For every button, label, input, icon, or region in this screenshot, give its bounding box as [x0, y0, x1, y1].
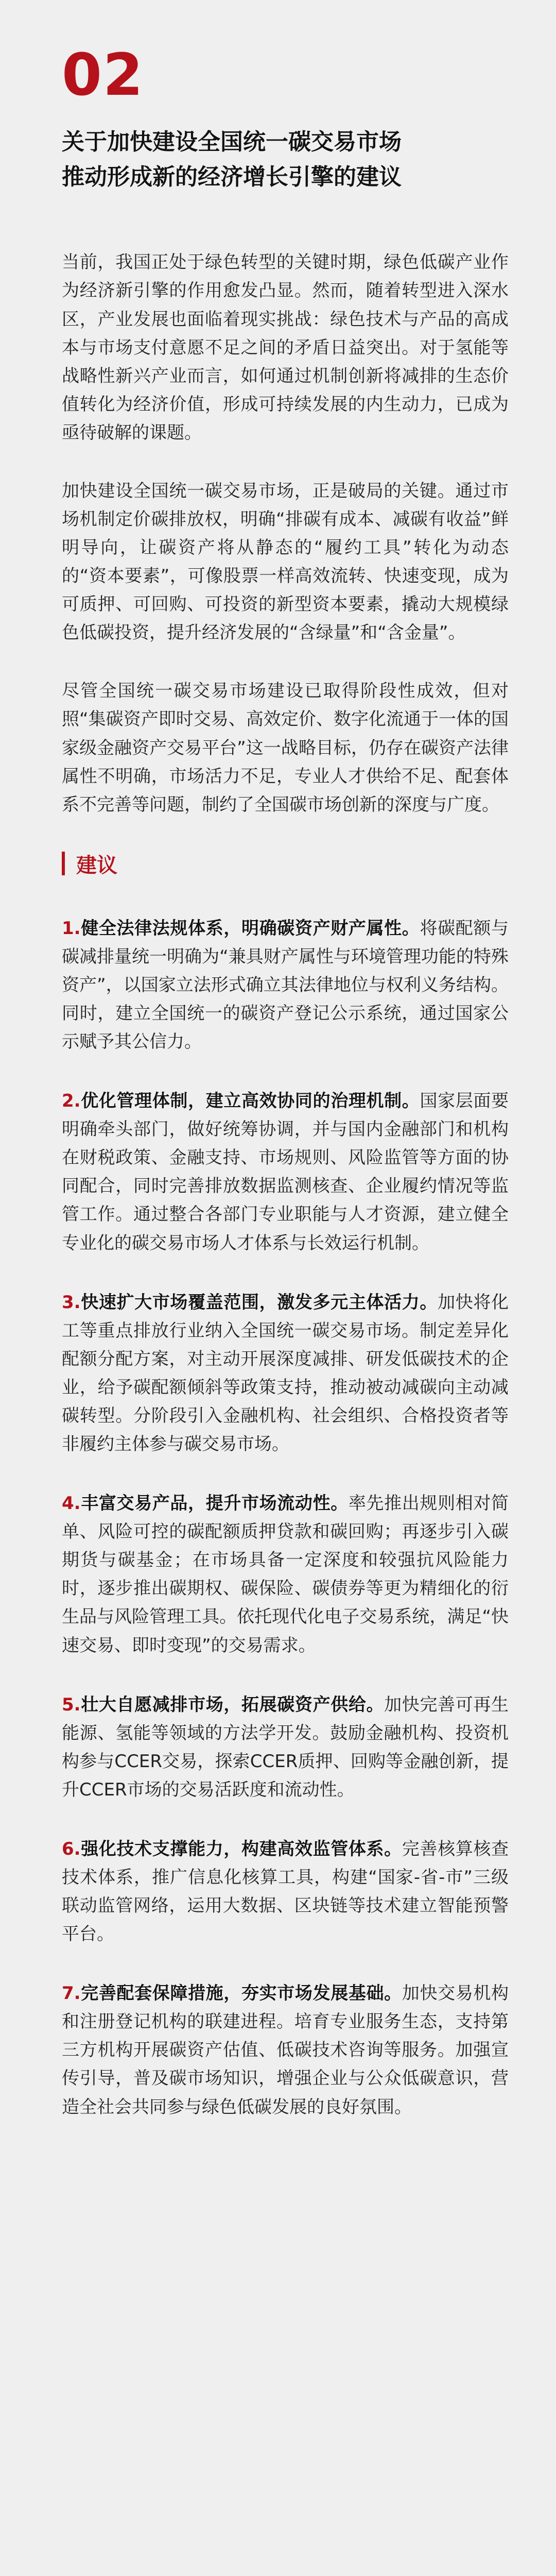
recommendation-heading: 完善配套保障措施，夯实市场发展基础。: [80, 1983, 402, 2004]
recommendation-2: [62, 1087, 509, 1257]
title-line-2: 推动形成新的经济增长引擎的建议: [62, 164, 402, 191]
recommendation-5: [62, 1691, 509, 1804]
recommendation-heading: 丰富交易产品，提升市场流动性。: [80, 1493, 349, 1514]
recommendation-heading: 健全法律法规体系，明确碳资产财产属性。: [80, 918, 420, 939]
recommendation-7: [62, 1979, 509, 2121]
recommendation-body: 加快将化工等重点排放行业纳入全国统一碳交易市场。制定差异化配额分配方案，对主动开展深度减排、研发低碳技术的企业，给予碳配额倾斜等政策支持，推动被动减碳向主动减碳转型。分阶段引入金融机构、社会组织、合格投资者等非履约主体参与碳交易市场。: [62, 1292, 509, 1455]
recommendation-body: 国家层面要明确牵头部门，做好统筹协调，并与国内金融部门和机构在财税政策、金融支持、市场规则、风险监管等方面的协同配合，同时完善排放数据监测核查、企业履约情况等监管工作。通过整合各部门专业职能与人才资源，建立健全专业化的碳交易市场人才体系与长效运行机制。: [62, 1091, 509, 1253]
recommendation-1: [62, 914, 509, 1056]
section-number: 02: [62, 42, 144, 109]
document-title: [62, 125, 509, 195]
suggestions-header: [62, 849, 509, 878]
recommendation-3: [62, 1289, 509, 1459]
recommendation-heading: 壮大自愿减排市场，拓展碳资产供给。: [80, 1694, 385, 1715]
recommendation-body: 加快交易机构和注册登记机构的联建进程。培育专业服务生态，支持第三方机构开展碳资产估值、低碳技术咨询等服务。加强宣传引导，普及碳市场知识，增强企业与公众低碳意识，营造全社会共同参与绿色低碳发展的良好氛围。: [62, 1983, 509, 2117]
recommendation-body: 率先推出规则相对简单、风险可控的碳配额质押贷款和碳回购；再逐步引入碳期货与碳基金；在市场具备一定深度和较强抗风险能力时，逐步推出碳期权、碳保险、碳债券等更为精细化的衍生品与风险管理工具。依托现代化电子交易系统，满足“快速交易、即时变现”的交易需求。: [62, 1493, 509, 1656]
title-line-1: 关于加快建设全国统一碳交易市场: [62, 129, 402, 155]
recommendation-number: 6.: [62, 1838, 81, 1859]
recommendation-heading: 优化管理体制，建立高效协同的治理机制。: [80, 1091, 420, 1112]
recommendation-body: 加快完善可再生能源、氢能等领域的方法学开发。鼓励金融机构、投资机构参与CCER交易，探索CCER质押、回购等金融创新，提升CCER市场的交易活跃度和流动性。: [62, 1694, 509, 1800]
recommendation-heading: 快速扩大市场覆盖范围，激发多元主体活力。: [80, 1292, 438, 1313]
section-marker-bar: [62, 852, 65, 875]
recommendation-body: 完善核算核查技术体系，推广信息化核算工具，构建“国家-省-市”三级联动监管网络，运用大数据、区块链等技术建立智能预警平台。: [62, 1838, 509, 1945]
recommendation-number: 2.: [62, 1091, 81, 1112]
recommendation-4: [62, 1489, 509, 1659]
intro-paragraph-2: 加快建设全国统一碳交易市场，正是破局的关键。通过市场机制定价碳排放权，明确“排碳有成本、减碳有收益”鲜明导向，让碳资产将从静态的“履约工具”转化为动态的“资本要素”，可像股票一样高效流转、快速变现，成为可质押、可回购、可投资的新型资本要素，撬动大规模绿色低碳投资，提升经济发展的“含绿量”和“含金量”。: [62, 480, 509, 643]
recommendation-number: 1.: [62, 918, 81, 939]
recommendation-heading: 强化技术支撑能力，构建高效监管体系。: [80, 1838, 402, 1859]
recommendation-body: 将碳配额与碳减排量统一明确为“兼具财产属性与环境管理功能的特殊资产”，以国家立法形式确立其法律地位与权利义务结构。同时，建立全国统一的碳资产登记公示系统，通过国家公示赋予其公信力。: [62, 918, 509, 1053]
recommendation-number: 4.: [62, 1493, 81, 1514]
recommendation-number: 3.: [62, 1292, 81, 1313]
recommendation-number: 7.: [62, 1983, 81, 2004]
recommendation-6: [62, 1835, 509, 1948]
intro-paragraph-3: 尽管全国统一碳交易市场建设已取得阶段性成效，但对照“集碳资产即时交易、高效定价、数字化流通于一体的国家级金融资产交易平台”这一战略目标，仍存在碳资产法律属性不明确，市场活力不足，专业人才供给不足、配套体系不完善等问题，制约了全国碳市场创新的深度与广度。: [62, 681, 509, 815]
intro-paragraph-1: 当前，我国正处于绿色转型的关键时期，绿色低碳产业作为经济新引擎的作用愈发凸显。然而，随着转型进入深水区，产业发展也面临着现实挑战：绿色技术与产品的高成本与市场支付意愿不足之间的矛盾日益突出。对于氢能等战略性新兴产业而言，如何通过机制创新将减排的生态价值转化为经济价值，形成可持续发展的内生动力，已成为亟待破解的课题。: [62, 252, 509, 443]
suggestions-label: 建议: [76, 853, 117, 877]
recommendation-number: 5.: [62, 1694, 81, 1715]
